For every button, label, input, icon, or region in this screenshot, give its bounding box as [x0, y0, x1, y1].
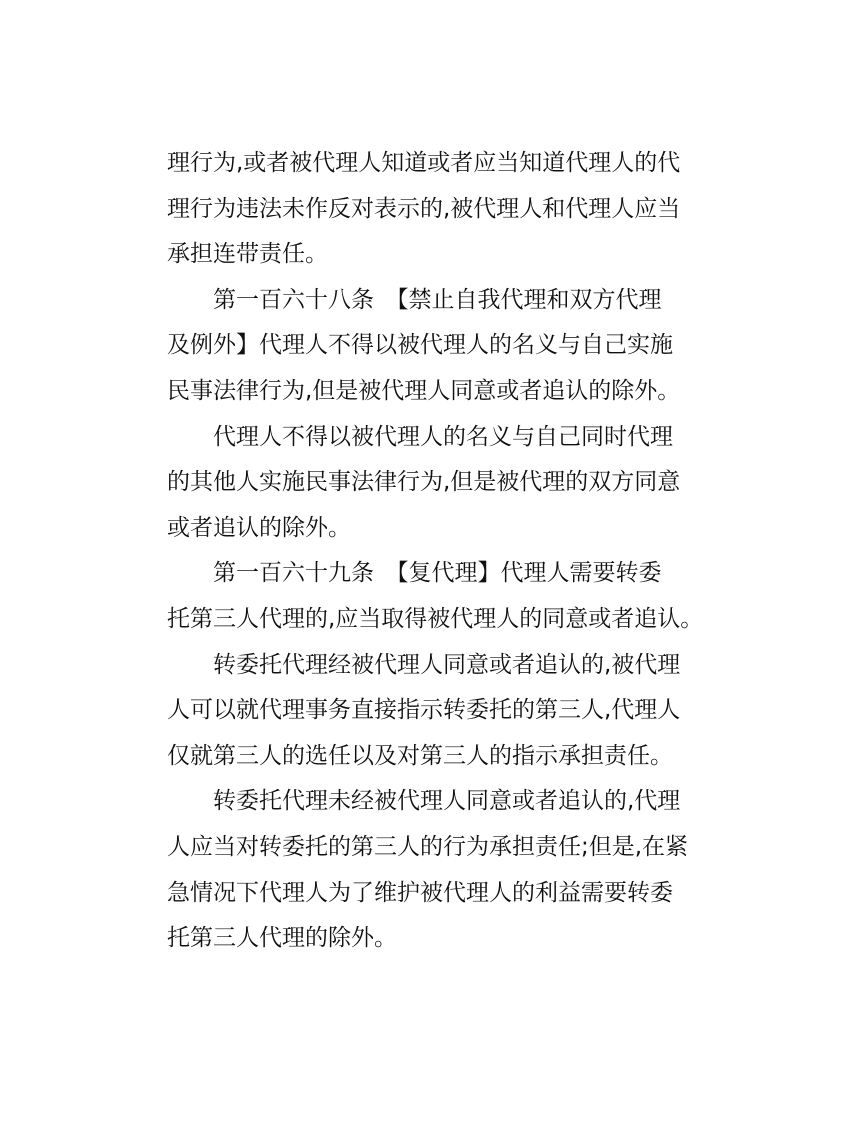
text-line: 民事法律行为,但是被代理人同意或者追认的除外。 — [167, 377, 681, 404]
text-line: 的其他人实施民事法律行为,但是被代理的双方同意 — [167, 469, 681, 496]
text-line: 承担连带责任。 — [167, 241, 328, 268]
text-line: 人应当对转委托的第三人的行为承担责任;但是,在紧 — [167, 833, 689, 860]
text-line: 人可以就代理事务直接指示转委托的第三人,代理人 — [167, 697, 681, 724]
article-text — [167, 141, 707, 962]
article-169-heading-line: 第一百六十九条 【复代理】代理人需要转委 — [213, 560, 662, 587]
text-line: 托第三人代理的除外。 — [167, 925, 397, 952]
text-line: 仅就第三人的选任以及对第三人的指示承担责任。 — [167, 742, 673, 769]
text-line: 理行为违法未作反对表示的,被代理人和代理人应当 — [167, 195, 681, 222]
text-line: 理行为,或者被代理人知道或者应当知道代理人的代 — [167, 150, 681, 176]
paragraph-start-line: 转委托代理经被代理人同意或者追认的,被代理 — [213, 651, 681, 678]
text-line: 急情况下代理人为了维护被代理人的利益需要转委 — [167, 879, 673, 906]
article-168-heading-line: 第一百六十八条 【禁止自我代理和双方代理 — [213, 286, 662, 313]
paragraph-start-line: 转委托代理未经被代理人同意或者追认的,代理 — [213, 788, 681, 815]
paragraph-start-line: 代理人不得以被代理人的名义与自己同时代理 — [213, 423, 673, 450]
text-line: 或者追认的除外。 — [167, 514, 351, 541]
text-line: 及例外】代理人不得以被代理人的名义与自己实施 — [167, 332, 673, 359]
text-line: 托第三人代理的,应当取得被代理人的同意或者追认。 — [167, 605, 704, 632]
